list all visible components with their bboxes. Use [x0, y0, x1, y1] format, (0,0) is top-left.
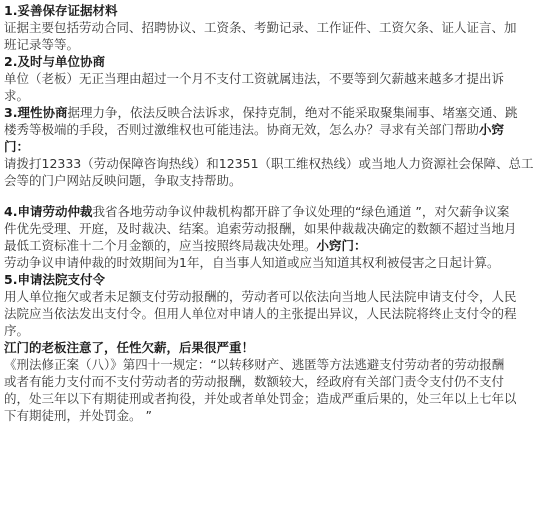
section-5-text-line: 序。: [4, 323, 30, 338]
section-4-line: [4, 237, 550, 254]
warning-heading: 江门的老板注意了，任性欠薪，后果很严重！: [4, 340, 255, 355]
warning-text-line: 下有期徒刑，并处罚金。 ”: [4, 408, 152, 423]
section-3-line: [4, 104, 550, 121]
warning-text-line: 《刑法修正案（八）》第四十一规定：“以转移财产、逃匿等方法逃避支付劳动者的劳动报酬: [4, 357, 505, 372]
tip-label: 小窍门：: [316, 238, 367, 253]
section-1-heading: 1.妥善保存证据材料: [4, 3, 118, 18]
section-4-heading: 4.申请劳动仲裁: [4, 204, 93, 219]
section-3-text: 据理力争，依法反映合法诉求，保持克制，绝对不能采取聚集闹事、堵塞交通、跳: [67, 105, 518, 120]
tip-label: 小窍: [479, 122, 505, 137]
section-4-text-line: 件优先受理、开庭，及时裁决、结案。追索劳动报酬，如果仲裁裁决确定的数额不超过当地月: [4, 221, 517, 236]
section-3-text: 楼秀等极端的手段，否则过激维权也可能违法。协商无效，怎么办？寻求有关部门帮助: [4, 122, 480, 137]
section-5-text-line: 用人单位拖欠或者未足额支付劳动报酬的，劳动者可以依法向当地人民法院申请支付令，人民: [4, 289, 517, 304]
section-4-text: 最低工资标准十二个月金额的，应当按照终局裁决处理。: [4, 238, 317, 253]
section-4-text: 我省各地劳动争议仲裁机构都开辟了争议处理的“绿色通道 ”，对欠薪争议案: [92, 204, 510, 219]
section-2-text-line: 单位（老板）无正当理由超过一个月不支付工资就属违法，不要等到欠薪越来越多才提出诉: [4, 71, 505, 86]
section-3-line: [4, 121, 550, 138]
section-3-text-line: 请拨打12333（劳动保障咨询热线）和12351（职工维权热线）或当地人力资源社会保障、总工: [4, 156, 534, 171]
section-4-line: [4, 203, 550, 220]
warning-text-line: 或者有能力支付而不支付劳动者的劳动报酬，数额较大，经政府有关部门责令支付仍不支付: [4, 374, 505, 389]
section-3-text-line: 会等的门户网站反映问题，争取支持帮助。: [4, 173, 242, 188]
spacer: [4, 189, 550, 203]
section-3-heading: 3.理性协商: [4, 105, 68, 120]
warning-text-line: 的，处三年以下有期徒刑或者拘役，并处或者单处罚金；造成严重后果的，处三年以上七年以: [4, 391, 517, 406]
section-4-text-line: 劳动争议申请仲裁的时效期间为1年，自当事人知道或应当知道其权利被侵害之日起计算。: [4, 255, 500, 270]
section-1-text-line: 证据主要包括劳动合同、招聘协议、工资条、考勤记录、工作证件、工资欠条、证人证言、加: [4, 20, 517, 35]
section-2-heading: 2.及时与单位协商: [4, 54, 105, 69]
tip-label-end: 门：: [4, 139, 30, 154]
section-5-heading: 5.申请法院支付令: [4, 272, 105, 287]
section-2-text-line: 求。: [4, 88, 30, 103]
section-1-text-line: 班记录等等。: [4, 37, 80, 52]
section-5-text-line: 法院应当依法发出支付令。但用人单位对申请人的主张提出异议，人民法院将终止支付令的程: [4, 306, 517, 321]
